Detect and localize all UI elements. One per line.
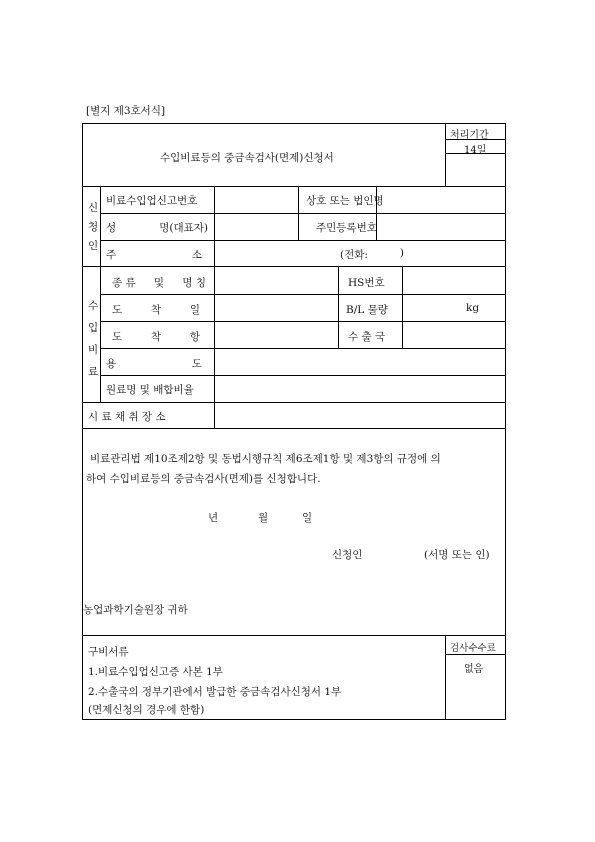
bl-quantity-label: B/L 물량 bbox=[346, 304, 388, 316]
arrival-port-label: 도 착 항 bbox=[112, 331, 200, 343]
fertilizer-section-char-4: 료 bbox=[88, 366, 99, 378]
addressee: 농업과학기술원장 귀하 bbox=[83, 604, 188, 616]
import-report-no-label: 비료수입업신고번호 bbox=[106, 195, 198, 207]
statement-line-1: 비료관리법 제10조제2항 및 동법시행규칙 제6조제1항 및 제3항의 규정에 의 bbox=[90, 453, 441, 465]
applicant-section-char-1: 신 bbox=[88, 202, 99, 214]
date-year: 년 bbox=[208, 512, 219, 524]
statement-line-2: 하여 수입비료등의 중금속검사(면제)를 신청합니다. bbox=[86, 473, 321, 485]
form-title: 수입비료등의 중금속검사(면제)신청서 bbox=[160, 152, 334, 164]
applicant-section-char-2: 청 bbox=[88, 221, 99, 233]
usage-label: 용 도 bbox=[106, 358, 202, 370]
address-label: 주 소 bbox=[106, 249, 202, 261]
date-month: 월 bbox=[258, 512, 269, 524]
phone-label: (전화: ) bbox=[340, 247, 404, 261]
inspection-fee-value: 없음 bbox=[464, 664, 484, 675]
form-number-label: [별지 제3호서식] bbox=[86, 105, 166, 117]
required-documents-header: 구비서류 bbox=[88, 646, 129, 658]
arrival-date-label: 도 착 일 bbox=[112, 304, 200, 316]
materials-ratio-label: 원료명 및 배합비율 bbox=[106, 384, 194, 396]
date-day: 일 bbox=[302, 512, 313, 524]
sign-or-seal-note: (서명 또는 인) bbox=[424, 549, 490, 561]
inspection-fee-label: 검사수수료 bbox=[450, 643, 496, 654]
resident-number-label: 주민등록번호 bbox=[316, 222, 377, 234]
fertilizer-section-char-2: 입 bbox=[88, 322, 99, 334]
required-document-2-note: (면제신청의 경우에 한함) bbox=[88, 704, 205, 716]
applicant-sign-label: 신청인 bbox=[332, 549, 363, 561]
bl-unit: kg bbox=[466, 302, 480, 314]
hs-number-label: HS번호 bbox=[348, 277, 385, 289]
required-document-1: 1.비료수입업신고증 사본 1부 bbox=[88, 666, 223, 678]
export-country-label: 수 출 국 bbox=[348, 331, 386, 343]
processing-period-label: 처리기간 bbox=[450, 130, 489, 141]
applicant-section-char-3: 인 bbox=[88, 240, 99, 252]
company-name-label: 상호 또는 법인명 bbox=[306, 195, 384, 207]
fertilizer-section-char-1: 수 bbox=[88, 300, 99, 312]
required-document-2: 2.수출국의 정부기관에서 발급한 중금속검사신청서 1부 bbox=[88, 686, 342, 698]
processing-period-value: 14일 bbox=[464, 145, 487, 156]
fertilizer-section-char-3: 비 bbox=[88, 344, 99, 356]
sample-collection-place-label: 시 료 채 취 장 소 bbox=[88, 411, 166, 423]
type-name-label: 종 류 및 명 칭 bbox=[112, 277, 206, 289]
representative-name-label: 성 명(대표자) bbox=[106, 222, 208, 234]
